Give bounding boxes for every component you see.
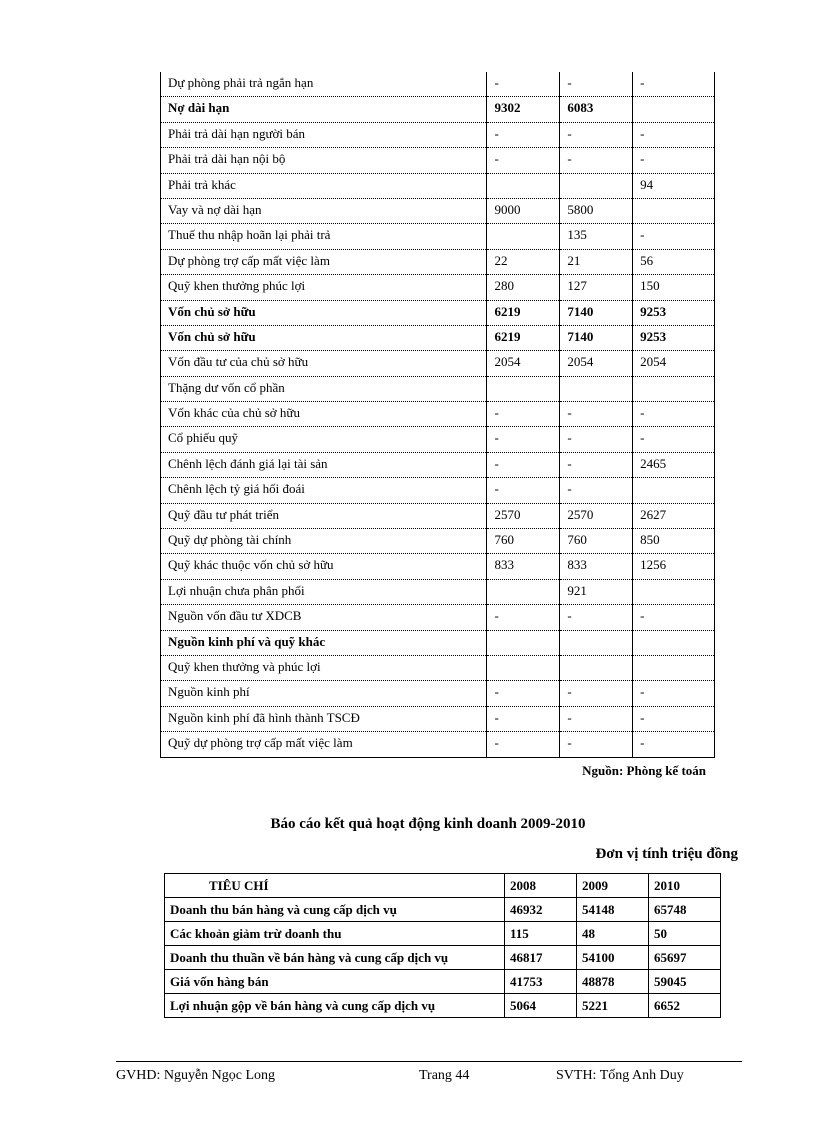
row-label: Phải trả khác <box>161 173 487 198</box>
table-row <box>161 605 715 630</box>
row-value <box>633 630 715 655</box>
table-row <box>161 681 715 706</box>
table-row <box>161 554 715 579</box>
row-value: - <box>487 122 560 147</box>
row-label: Quỹ khen thưởng và phúc lợi <box>161 655 487 680</box>
row-value <box>633 655 715 680</box>
table-row <box>165 898 721 922</box>
row-label: Quỹ khen thưởng phúc lợi <box>161 275 487 300</box>
header-2009: 2009 <box>577 874 649 898</box>
row-value: 50 <box>649 922 721 946</box>
row-label: Nợ dài hạn <box>161 97 487 122</box>
row-value <box>633 376 715 401</box>
row-value <box>487 376 560 401</box>
row-label: Phải trả dài hạn người bán <box>161 122 487 147</box>
row-label: Vốn chủ sở hữu <box>161 300 487 325</box>
row-value: - <box>487 478 560 503</box>
row-value: 760 <box>487 529 560 554</box>
row-value: 6219 <box>487 325 560 350</box>
table-row <box>161 351 715 376</box>
row-value: - <box>560 706 633 731</box>
row-value: - <box>487 72 560 97</box>
table-row <box>161 376 715 401</box>
table-row <box>161 529 715 554</box>
row-value: 2465 <box>633 452 715 477</box>
table-row <box>161 503 715 528</box>
row-value <box>487 579 560 604</box>
table-row <box>161 325 715 350</box>
row-value: - <box>633 706 715 731</box>
row-label: Vốn khác của chủ sở hữu <box>161 402 487 427</box>
table-row <box>161 224 715 249</box>
row-value: - <box>560 732 633 757</box>
row-value: 59045 <box>649 970 721 994</box>
row-value: - <box>487 706 560 731</box>
row-value: 94 <box>633 173 715 198</box>
row-value: - <box>487 452 560 477</box>
row-label: Giá vốn hàng bán <box>165 970 505 994</box>
row-value: 135 <box>560 224 633 249</box>
row-value: 833 <box>487 554 560 579</box>
row-label: Dự phòng phải trả ngắn hạn <box>161 72 487 97</box>
row-value <box>560 630 633 655</box>
row-label: Quỹ đầu tư phát triển <box>161 503 487 528</box>
row-value: - <box>633 681 715 706</box>
row-value <box>633 478 715 503</box>
table-row <box>161 630 715 655</box>
row-value: 54100 <box>577 946 649 970</box>
row-value: - <box>487 681 560 706</box>
row-label: Nguồn kinh phí đã hình thành TSCĐ <box>161 706 487 731</box>
header-criteria: TIÊU CHÍ <box>165 874 505 898</box>
row-value: 280 <box>487 275 560 300</box>
row-value: 2054 <box>560 351 633 376</box>
row-label: Chênh lệch đánh giá lại tài sản <box>161 452 487 477</box>
row-value: 7140 <box>560 300 633 325</box>
row-value: 2054 <box>487 351 560 376</box>
row-value: 5800 <box>560 198 633 223</box>
row-value: 2054 <box>633 351 715 376</box>
row-value: 6219 <box>487 300 560 325</box>
row-value: 127 <box>560 275 633 300</box>
table-row <box>161 402 715 427</box>
row-value: 5221 <box>577 994 649 1018</box>
row-value: 46817 <box>505 946 577 970</box>
table-row <box>161 198 715 223</box>
row-value: 6652 <box>649 994 721 1018</box>
income-statement-title: Báo cáo kết quả hoạt động kinh doanh 2009-2010 <box>270 816 586 832</box>
row-value: - <box>487 732 560 757</box>
row-value <box>487 173 560 198</box>
footer-advisor: GVHD: Nguyễn Ngọc Long <box>116 1068 276 1083</box>
row-value: - <box>633 427 715 452</box>
row-label: Lợi nhuận chưa phân phối <box>161 579 487 604</box>
row-value: 150 <box>633 275 715 300</box>
footer-page: Trang 44 <box>419 1068 470 1083</box>
row-value <box>633 97 715 122</box>
income-statement-table <box>164 873 721 1018</box>
row-value: 760 <box>560 529 633 554</box>
row-value: 850 <box>633 529 715 554</box>
row-label: Vay và nợ dài hạn <box>161 198 487 223</box>
row-value: 921 <box>560 579 633 604</box>
row-value: 65697 <box>649 946 721 970</box>
table-row <box>161 732 715 757</box>
row-value: - <box>560 605 633 630</box>
header-2008: 2008 <box>505 874 577 898</box>
header-2010: 2010 <box>649 874 721 898</box>
row-value: - <box>560 452 633 477</box>
table-row <box>165 946 721 970</box>
row-label: Thuế thu nhập hoãn lại phải trả <box>161 224 487 249</box>
table-row <box>161 300 715 325</box>
row-label: Quỹ dự phòng trợ cấp mất việc làm <box>161 732 487 757</box>
table-row <box>161 72 715 97</box>
row-value: - <box>560 122 633 147</box>
row-value: - <box>633 72 715 97</box>
table-row <box>161 452 715 477</box>
table-row <box>165 970 721 994</box>
table-row <box>161 148 715 173</box>
row-value: 6083 <box>560 97 633 122</box>
row-value: - <box>633 122 715 147</box>
row-value: 2570 <box>487 503 560 528</box>
row-label: Vốn đầu tư của chủ sở hữu <box>161 351 487 376</box>
row-label: Doanh thu thuần về bán hàng và cung cấp dịch vụ <box>165 946 505 970</box>
income-header-row <box>165 874 721 898</box>
row-value: 9253 <box>633 300 715 325</box>
unit-label: Đơn vị tính triệu đồng <box>595 846 738 862</box>
row-value <box>487 655 560 680</box>
row-label: Nguồn vốn đầu tư XDCB <box>161 605 487 630</box>
row-value: - <box>560 402 633 427</box>
row-value: 48 <box>577 922 649 946</box>
row-value: - <box>560 681 633 706</box>
table-row <box>161 427 715 452</box>
row-value: - <box>487 605 560 630</box>
row-label: Cổ phiếu quỹ <box>161 427 487 452</box>
row-value: 56 <box>633 249 715 274</box>
footer-student: SVTH: Tống Anh Duy <box>556 1068 684 1083</box>
row-label: Các khoản giảm trừ doanh thu <box>165 922 505 946</box>
row-value: 9302 <box>487 97 560 122</box>
row-value <box>633 579 715 604</box>
table-row <box>161 275 715 300</box>
footer-rule <box>116 1061 742 1062</box>
row-value: 21 <box>560 249 633 274</box>
row-value: - <box>633 605 715 630</box>
row-value: - <box>560 148 633 173</box>
row-value: - <box>560 72 633 97</box>
row-value: - <box>487 402 560 427</box>
row-value: - <box>633 224 715 249</box>
row-value: 2627 <box>633 503 715 528</box>
row-label: Lợi nhuận gộp về bán hàng và cung cấp dịch vụ <box>165 994 505 1018</box>
row-value: - <box>560 427 633 452</box>
source-note: Nguồn: Phòng kế toán <box>582 763 706 778</box>
row-value: - <box>560 478 633 503</box>
table-row <box>161 478 715 503</box>
row-value: - <box>633 732 715 757</box>
balance-sheet-table <box>160 72 715 758</box>
table-row <box>165 994 721 1018</box>
table-row <box>161 249 715 274</box>
row-value <box>633 198 715 223</box>
row-value: 46932 <box>505 898 577 922</box>
row-value <box>560 173 633 198</box>
table-row <box>161 655 715 680</box>
row-value: 1256 <box>633 554 715 579</box>
row-value: 48878 <box>577 970 649 994</box>
row-value: 22 <box>487 249 560 274</box>
row-label: Nguồn kinh phí <box>161 681 487 706</box>
row-label: Thặng dư vốn cổ phần <box>161 376 487 401</box>
row-value: 9253 <box>633 325 715 350</box>
row-label: Phải trả dài hạn nội bộ <box>161 148 487 173</box>
row-value: 7140 <box>560 325 633 350</box>
row-value: 2570 <box>560 503 633 528</box>
row-value: - <box>633 402 715 427</box>
row-label: Doanh thu bán hàng và cung cấp dịch vụ <box>165 898 505 922</box>
row-value: 115 <box>505 922 577 946</box>
table-row <box>165 922 721 946</box>
row-value: - <box>487 148 560 173</box>
row-value <box>487 224 560 249</box>
table-row <box>161 122 715 147</box>
row-value: - <box>633 148 715 173</box>
row-value: - <box>487 427 560 452</box>
row-value: 65748 <box>649 898 721 922</box>
row-value <box>560 376 633 401</box>
row-value: 54148 <box>577 898 649 922</box>
table-row <box>161 706 715 731</box>
table-row <box>161 173 715 198</box>
row-label: Chênh lệch tỷ giá hối đoái <box>161 478 487 503</box>
row-label: Vốn chủ sở hữu <box>161 325 487 350</box>
row-value <box>487 630 560 655</box>
row-value: 9000 <box>487 198 560 223</box>
table-row <box>161 579 715 604</box>
table-row <box>161 97 715 122</box>
row-label: Nguồn kinh phí và quỹ khác <box>161 630 487 655</box>
row-label: Quỹ dự phòng tài chính <box>161 529 487 554</box>
row-value <box>560 655 633 680</box>
row-value: 833 <box>560 554 633 579</box>
row-value: 5064 <box>505 994 577 1018</box>
row-label: Dự phòng trợ cấp mất việc làm <box>161 249 487 274</box>
row-value: 41753 <box>505 970 577 994</box>
row-label: Quỹ khác thuộc vốn chủ sở hữu <box>161 554 487 579</box>
